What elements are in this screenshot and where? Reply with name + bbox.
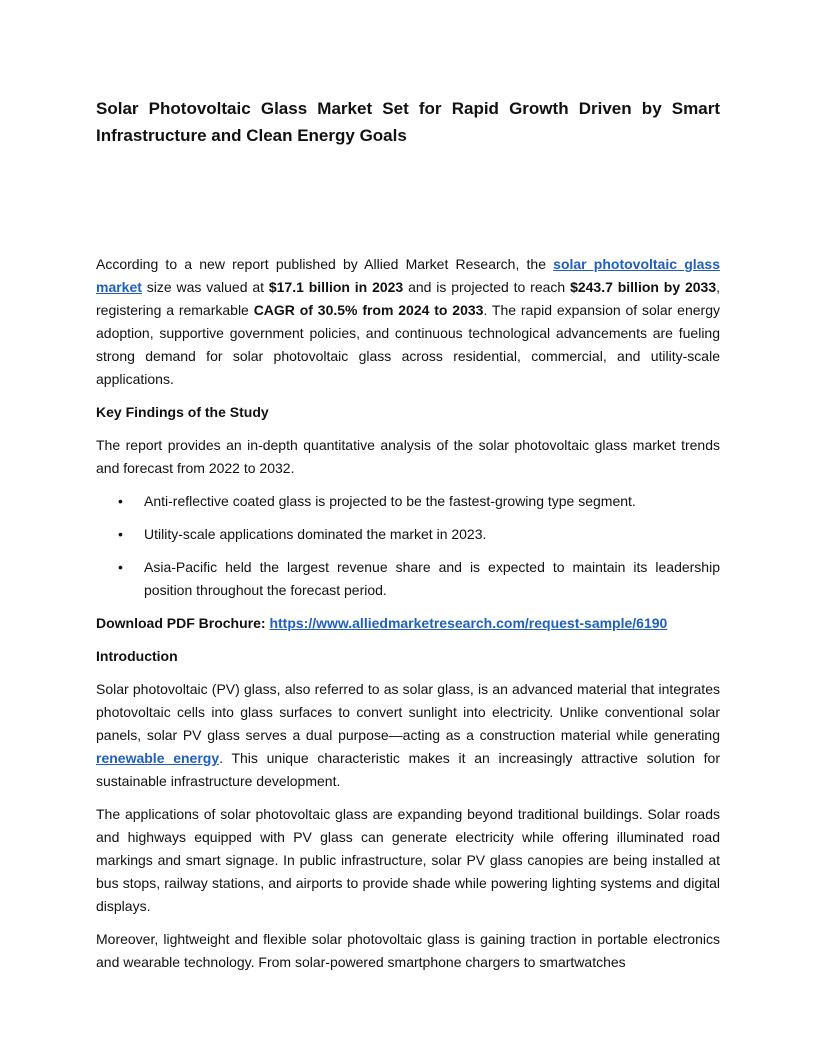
- finding-item: [96, 556, 720, 602]
- document-body: [96, 253, 720, 974]
- finding-text: Anti-reflective coated glass is projected to be the fastest-growing type segment.: [144, 493, 636, 509]
- document-page: [96, 95, 720, 984]
- key-findings-heading: Key Findings of the Study: [96, 404, 269, 420]
- bullet-icon: •: [118, 559, 123, 575]
- finding-text: Asia-Pacific held the largest revenue share and is expected to maintain its leadership position throughout the forecast period.: [144, 559, 720, 598]
- introduction-text-1: Solar photovoltaic (PV) glass, also referred to as solar glass, is an advanced material that integrates photovoltaic cells into glass surfaces to convert sunlight into electricity. Unlike conventional solar panels, solar PV glass serves a dual purpose—acting as a construction material while generating: [96, 681, 720, 743]
- intro-text-3: and is projected to reach: [403, 279, 571, 295]
- intro-text-2: size was valued at: [141, 279, 269, 295]
- renewable-energy-link[interactable]: renewable energy: [96, 750, 220, 766]
- finding-item: [96, 490, 720, 513]
- market-value-2033: $243.7 billion by 2033: [570, 279, 717, 295]
- cagr-value: CAGR of 30.5% from 2024 to 2033: [253, 302, 484, 318]
- applications-paragraph: The applications of solar photovoltaic glass are expanding beyond traditional buildings. Solar roads and highways equipped with PV glass can generate electricity while offering illuminated road markings and smart signage. In public infrastructure, solar PV glass canopies are being installed at bus stops, railway stations, and airports to provide shade while powering lighting systems and digital displays.: [96, 806, 720, 914]
- intro-text-5: . The rapid expansion of solar energy adoption, supportive government policies, and continuous technological advancements are fueling strong demand for solar photovoltaic glass across residential, commercial, and utility-scale applications.: [96, 302, 720, 387]
- introduction-text-2: . This unique characteristic makes it an increasingly attractive solution for sustainable infrastructure development.: [96, 750, 720, 789]
- intro-paragraph: [96, 253, 720, 391]
- document-title: Solar Photovoltaic Glass Market Set for Rapid Growth Driven by Smart Infrastructure and Clean Energy Goals: [96, 99, 720, 145]
- brochure-label: Download PDF Brochure:: [96, 615, 270, 631]
- intro-text-1: According to a new report published by Allied Market Research, the: [96, 256, 554, 272]
- key-findings-intro: The report provides an in-depth quantitative analysis of the solar photovoltaic glass market trends and forecast from 2022 to 2032.: [96, 437, 720, 476]
- finding-item: [96, 523, 720, 546]
- findings-list: [96, 490, 720, 602]
- introduction-heading: Introduction: [96, 648, 178, 664]
- moreover-paragraph: Moreover, lightweight and flexible solar photovoltaic glass is gaining traction in portable electronics and wearable technology. From solar-powered smartphone chargers to smartwatches: [96, 931, 720, 970]
- brochure-link[interactable]: https://www.alliedmarketresearch.com/request-sample/6190: [269, 615, 668, 631]
- market-value-2023: $17.1 billion in 2023: [268, 279, 404, 295]
- intro-text-4: , registering a remarkable: [96, 279, 720, 318]
- market-report-link[interactable]: solar photovoltaic glass market: [96, 256, 720, 295]
- bullet-icon: •: [118, 526, 123, 542]
- introduction-paragraph: [96, 678, 720, 793]
- brochure-line: [96, 612, 720, 635]
- finding-text: Utility-scale applications dominated the market in 2023.: [144, 526, 487, 542]
- bullet-icon: •: [118, 493, 123, 509]
